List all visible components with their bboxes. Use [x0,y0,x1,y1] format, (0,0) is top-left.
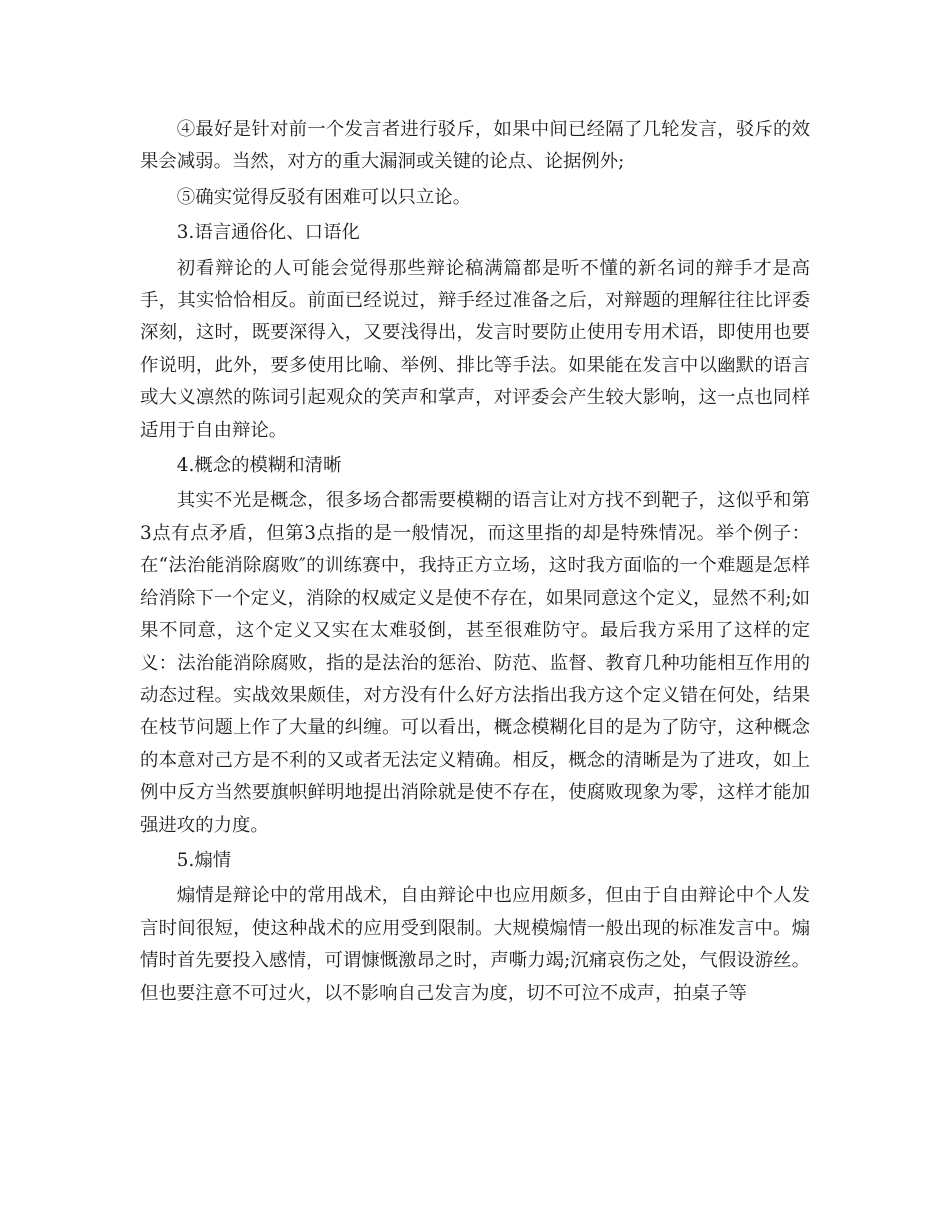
paragraph-emotional-appeal: 煽情是辩论中的常用战术，自由辩论中也应用颇多，但由于自由辩论中个人发言时间很短，使这种战术的应用受到限制。大规模煽情一般出现的标准发言中。煽情时首先要投入感情，可谓慷慨激昂之时，声嘶力竭;沉痛哀伤之处，气假设游丝。但也要注意不可过火，以不影响自己发言为度，切不可泣不成声，拍桌子等 [140,885,810,1004]
paragraph-concept-clarity: 其实不光是概念，很多场合都需要模糊的语言让对方找不到靶子，这似乎和第3点有点矛盾，但第3点指的是一般情况，而这里指的却是特殊情况。举个例子：在“法治能消除腐败″的训练赛中，我持正方立场，这时我方面临的一个难题是怎样给消除下一个定义，消除的权威定义是使不存在，如果同意这个定义，显然不利;如果不同意，这个定义又实在太难驳倒，甚至很难防守。最后我方采用了这样的定义：法治能消除腐败，指的是法治的惩治、防范、监督、教育几种功能相互作用的动态过程。实战效果颇佳，对方没有什么好方法指出我方这个定义错在何处，结果在枝节问题上作了大量的纠缠。可以看出，概念模糊化目的是为了防守，这种概念的本意对己方是不利的又或者无法定义精确。相反，概念的清晰是为了进攻，如上例中反方当然要旗帜鲜明地提出消除就是使不存在，使腐败现象为零，这样才能加强进攻的力度。 [140,490,810,836]
section-heading-3: 3.语言通俗化、口语化 [176,222,360,244]
section-heading-4: 4.概念的模糊和清晰 [176,455,342,477]
paragraph-plain-language: 初看辩论的人可能会觉得那些辩论稿满篇都是听不懂的新名词的辩手才是高手，其实恰恰相反。前面已经说过，辩手经过准备之后，对辩题的理解往往比评委深刻，这时，既要深得入，又要浅得出，发言时要防止使用专用术语，即使用也要作说明，此外，要多使用比喻、举例、排比等手法。如果能在发言中以幽默的语言或大义凛然的陈词引起观众的笑声和掌声，对评委会产生较大影响，这一点也同样适用于自由辩论。 [140,257,810,441]
paragraph-rebuttal-tip-5: ⑤确实觉得反驳有困难可以只立论。 [176,186,472,208]
paragraph-rebuttal-tip-4: ④最好是针对前一个发言者进行驳斥，如果中间已经隔了几轮发言，驳斥的效果会减弱。当然，对方的重大漏洞或关键的论点、论据例外; [140,119,810,173]
document-body [140,114,810,1010]
section-heading-5: 5.煽情 [176,849,232,871]
